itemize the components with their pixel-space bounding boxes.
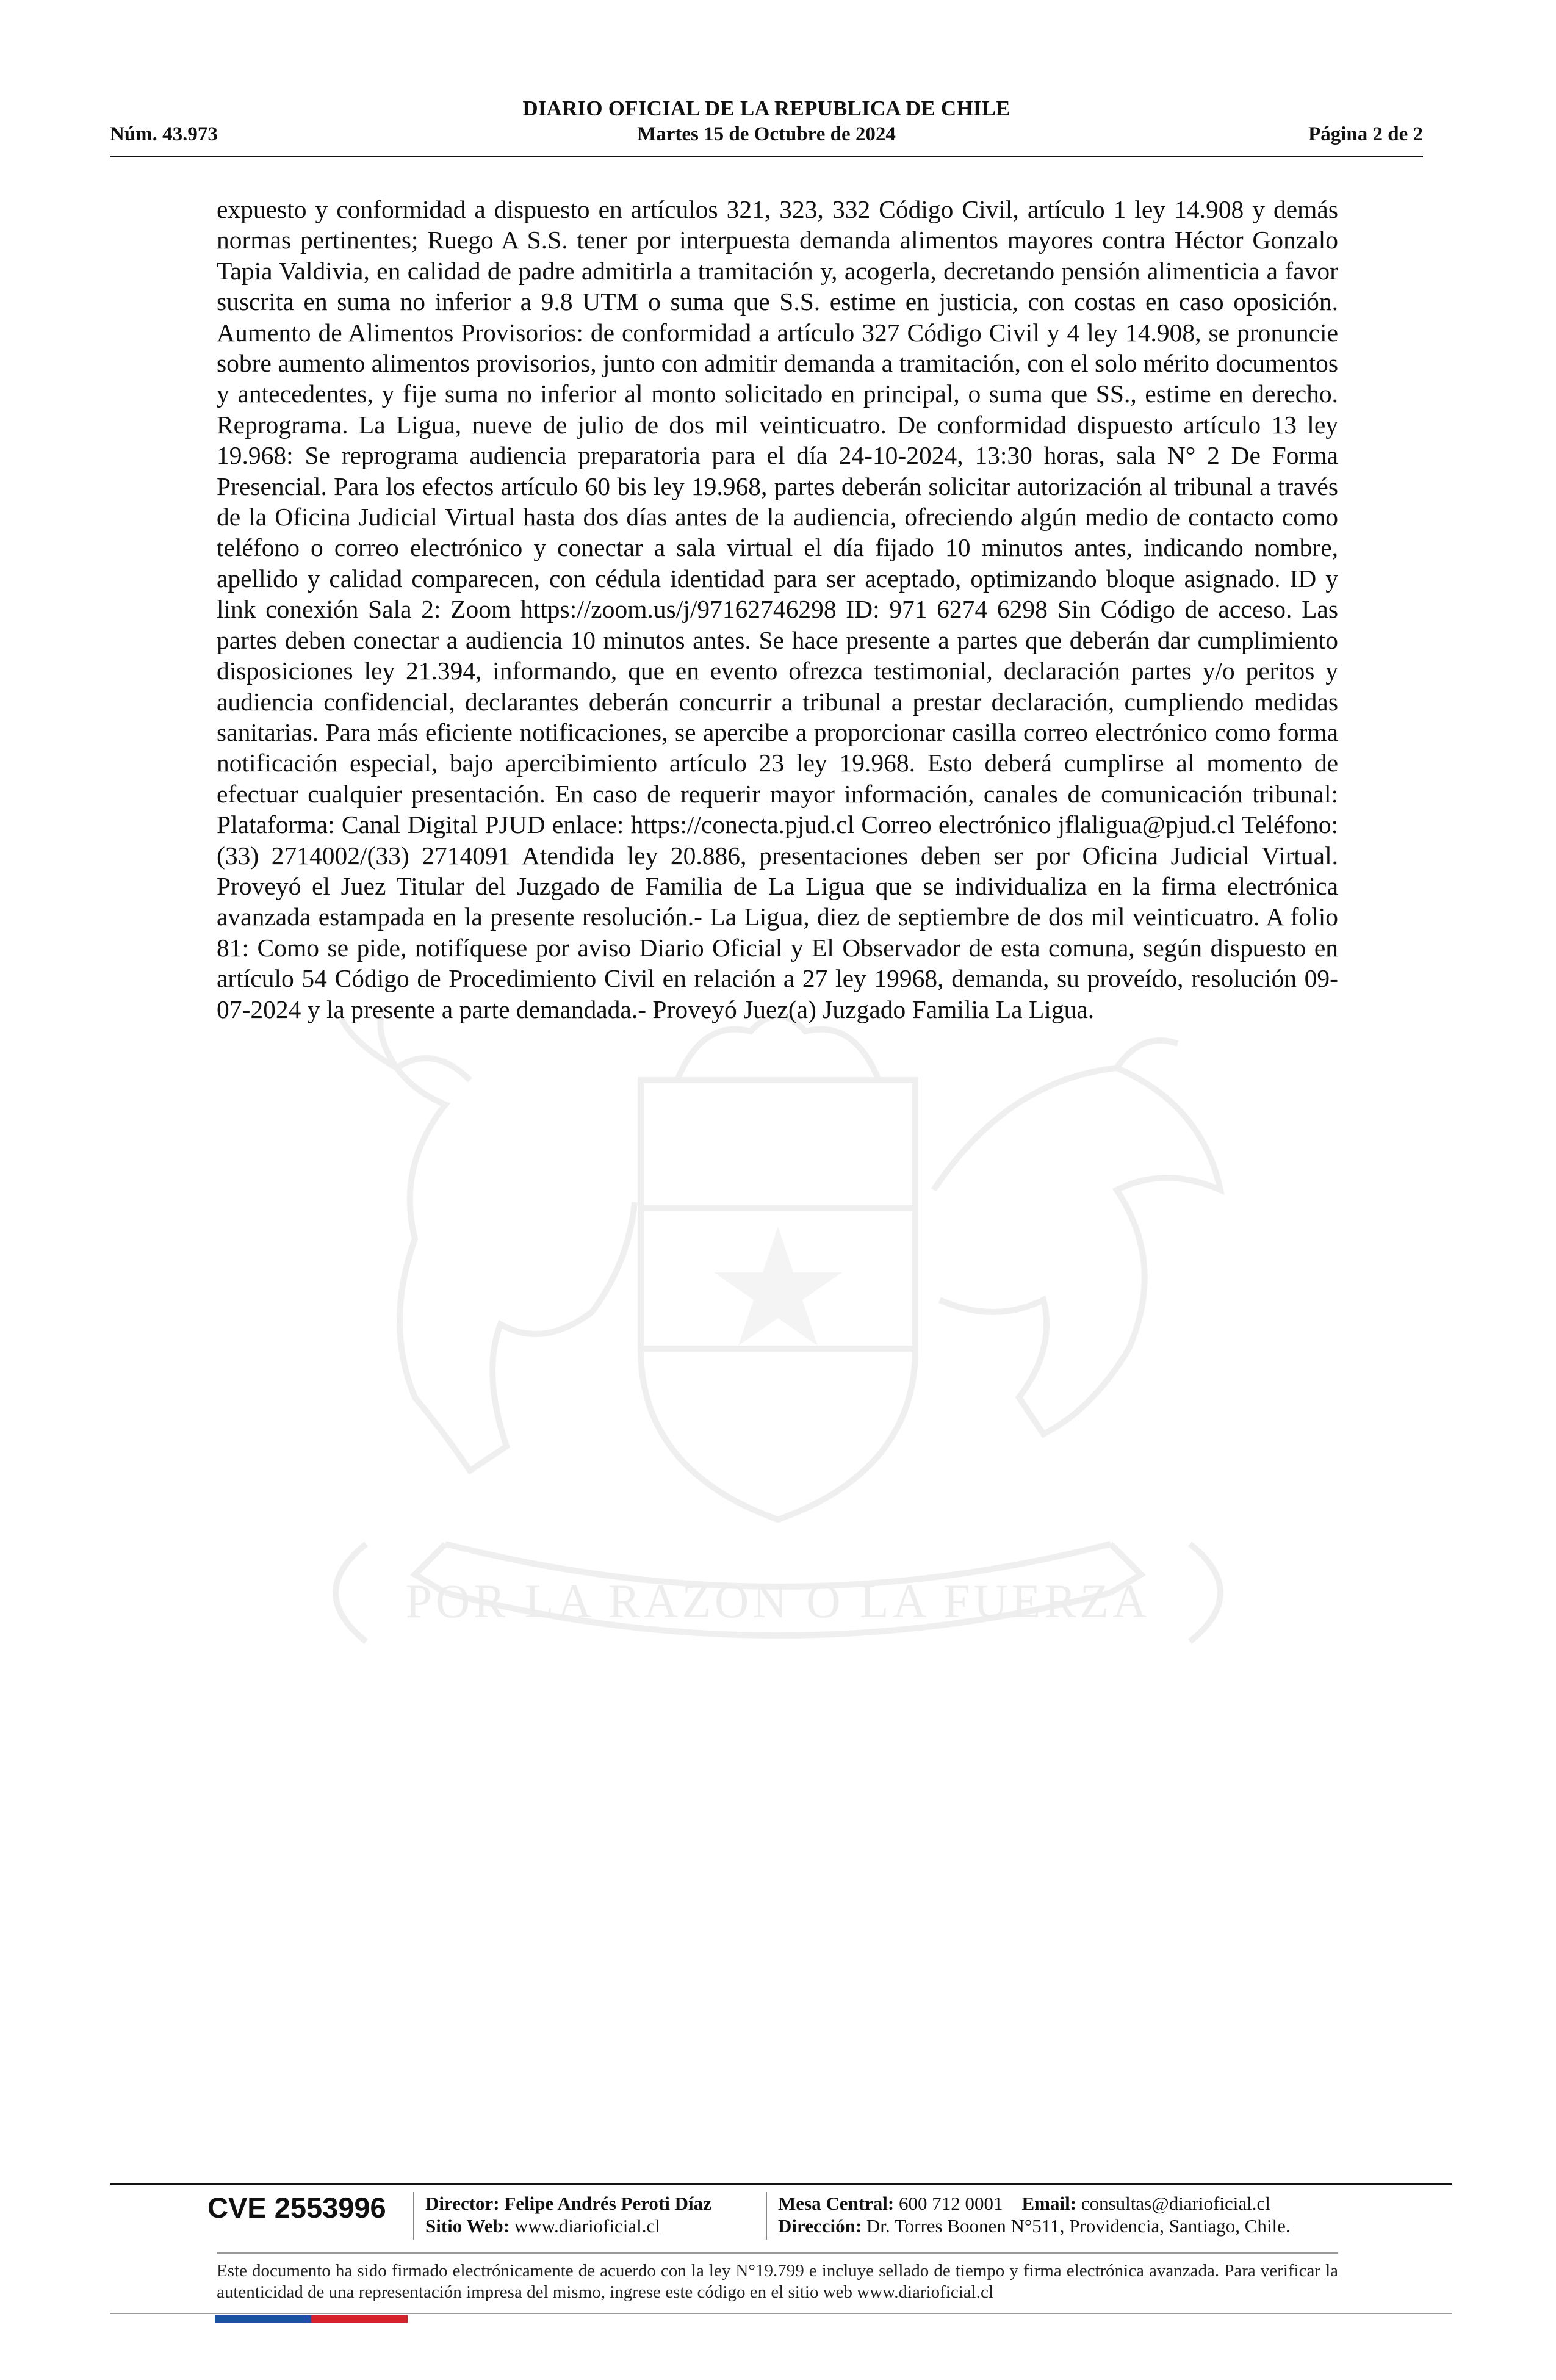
address-label: Dirección: <box>778 2215 862 2237</box>
footer-top-divider <box>110 2183 1452 2185</box>
footer-bottom-divider <box>110 2313 1452 2314</box>
email-label: Email: <box>1021 2193 1077 2214</box>
shield-star-icon <box>714 1227 842 1346</box>
website-link[interactable]: www.diarioficial.cl <box>514 2215 660 2237</box>
page-number: Página 2 de 2 <box>1308 123 1423 145</box>
issue-number: Núm. 43.973 <box>110 123 218 145</box>
footer-contact-block <box>778 2192 1291 2237</box>
cve-code: CVE 2553996 <box>207 2191 386 2224</box>
address-text: Dr. Torres Boonen N°511, Providencia, Santiago, Chile. <box>866 2215 1291 2237</box>
resolution-text: expuesto y conformidad a dispuesto en artículos 321, 323, 332 Código Civil, artículo 1 ley 14.908 y demás normas pertinentes; Ruego A S.S. tener por interpuesta demanda alimentos mayores contra Héctor Gonzalo Tapia Valdivia, en calidad de padre admitirla a tramitación y, acogerla, decretando pensión alimenticia a favor suscrita en suma no inferior a 9.8 UTM o suma que S.S. estime en justicia, con costas en caso oposición. Aumento de Alimentos Provisorios: de conformidad a artículo 327 Código Civil y 4 ley 14.908, se pronuncie sobre aumento alimentos provisorios, junto con admitir demanda a tramitación, con el solo mérito documentos y antecedentes, y fije suma no inferior al monto solicitado en principal, o suma que SS., estime en derecho. Reprograma. La Ligua, nueve de julio de dos mil veinticuatro. De conformidad dispuesto artículo 13 ley 19.968: Se reprograma audiencia preparatoria para el día 24-10-2024, 13:30 horas, sala N° 2 De Forma Presencial. Para los efectos artículo 60 bis ley 19.968, partes deberán solicitar autorización al tribunal a través de la Oficina Judicial Virtual hasta dos días antes de la audiencia, ofreciendo algún medio de contacto como teléfono o correo electrónico y conectar a sala virtual el día fijado 10 minutos antes, indicando nombre, apellido y calidad comparecen, con cédula identidad para ser aceptado, optimizando bloque asignado. ID y link conexión Sala 2: Zoom https://zoom.us/j/97162746298 ID: 971 6274 6298 Sin Código de acceso. Las partes deben conectar a audiencia 10 minutos antes. Se hace presente a partes que deberán dar cumplimiento disposiciones ley 21.394, informando, que en evento ofrezca testimonial, declaración partes y/o peritos y audiencia confidencial, declarantes deberán concurrir a tribunal a prestar declaración, cumpliendo medidas sanitarias. Para más eficiente notificaciones, se apercibe a proporcionar casilla correo electrónico como forma notificación especial, bajo apercibimiento artículo 23 ley 19.968. Esto deberá cumplirse al momento de efectuar cualquier presentación. En caso de requerir mayor información, canales de comunicación tribunal: Plataforma: Canal Digital PJUD enlace: https://conecta.pjud.cl Correo electrónico jflaligua@pjud.cl Teléfono: (33) 2714002/(33) 2714091 Atendida ley 20.886, presentaciones deben ser por Oficina Judicial Virtual. Proveyó el Juez Titular del Juzgado de Familia de La Ligua que se individualiza en la firma electrónica avanzada estampada en la presente resolución.- La Ligua, diez de septiembre de dos mil veinticuatro. A folio 81: Como se pide, notifíquese por aviso Diario Oficial y El Observador de esta comuna, según dispuesto en artículo 54 Código de Procedimiento Civil en relación a 27 ley 19968, demanda, su proveído, resolución 09-07-2024 y la presente a parte demandada.- Proveyó Juez(a) Juzgado Familia La Ligua. <box>217 195 1338 1023</box>
phone-number: 600 712 0001 <box>899 2193 1003 2214</box>
flag-blue-segment <box>215 2315 263 2323</box>
issue-date: Martes 15 de Octubre de 2024 <box>637 123 896 145</box>
electronic-signature-notice: Este documento ha sido firmado electrónicamente de acuerdo con la ley N°19.799 e incluye sellado de tiempo y firma electrónica avanzada. Para verificar la autenticidad de una representación impresa del mismo, ingrese este código en el sitio web www.diarioficial.cl <box>217 2261 1338 2302</box>
coat-of-arms-watermark-icon <box>214 1007 1342 1690</box>
email-link[interactable]: consultas@diarioficial.cl <box>1081 2193 1270 2214</box>
page-header <box>110 92 1423 159</box>
flag-red-segment <box>359 2315 408 2323</box>
flag-stripe <box>215 2315 408 2323</box>
footer-director-block <box>425 2192 711 2237</box>
footer-separator <box>413 2192 414 2240</box>
director-name: Felipe Andrés Peroti Díaz <box>504 2193 711 2214</box>
flag-red-segment <box>311 2315 359 2323</box>
header-divider <box>110 156 1423 157</box>
footer-mid-divider <box>217 2252 1338 2254</box>
website-label: Sitio Web: <box>425 2215 510 2237</box>
flag-blue-segment <box>263 2315 311 2323</box>
publication-title: DIARIO OFICIAL DE LA REPUBLICA DE CHILE <box>522 96 1010 120</box>
motto-text: POR LA RAZON O LA FUERZA <box>405 1574 1151 1628</box>
footer-separator <box>766 2192 767 2240</box>
phone-label: Mesa Central: <box>778 2193 895 2214</box>
director-label: Director: <box>425 2193 500 2214</box>
